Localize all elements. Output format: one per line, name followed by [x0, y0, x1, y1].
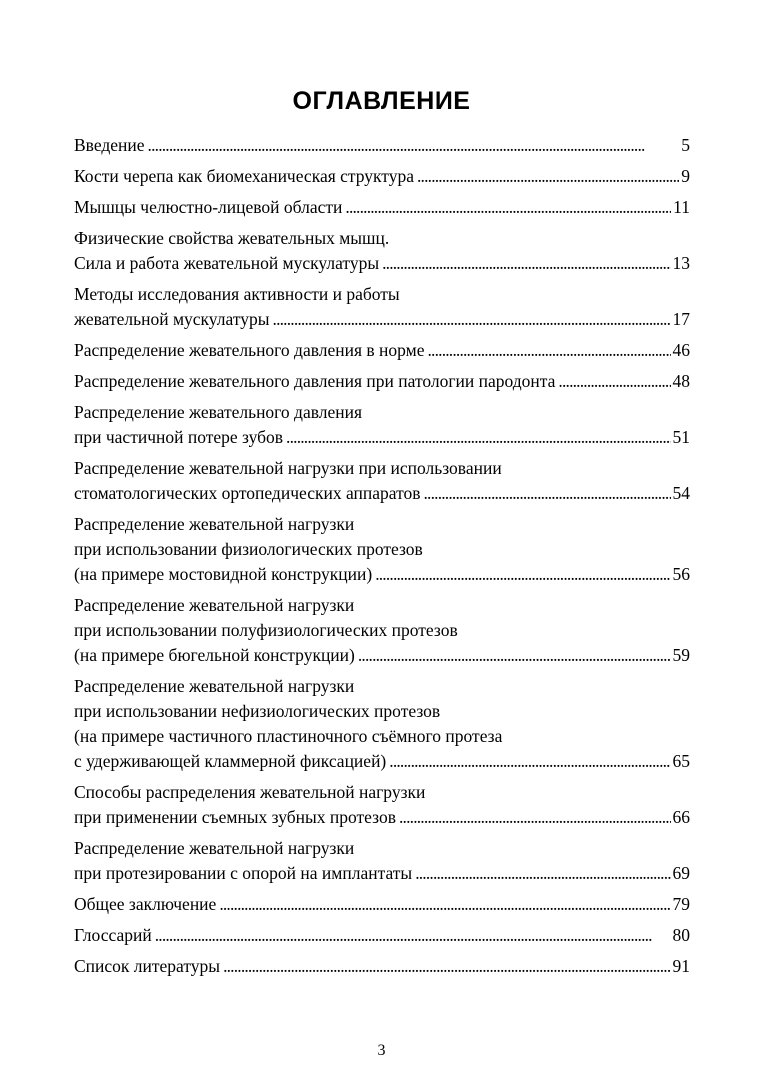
toc-entry[interactable] [74, 338, 690, 363]
toc-entry-title-line: Глоссарий [74, 925, 152, 945]
toc-entry-row [74, 861, 690, 886]
toc-entry[interactable] [74, 400, 690, 450]
toc-entry-row [74, 164, 690, 189]
toc-entry-row [74, 805, 690, 830]
toc-entry[interactable] [74, 780, 690, 830]
dot-leader [382, 251, 670, 276]
dot-leader [286, 425, 670, 450]
toc-entry[interactable] [74, 164, 690, 189]
toc-entry-page: 80 [672, 925, 690, 945]
page-number: 3 [377, 1042, 386, 1059]
toc-entry-title-line: Сила и работа жевательной мускулатуры [74, 253, 380, 273]
toc-entry-title-line: Распределение жевательной нагрузки [74, 595, 355, 615]
page-title: ОГЛАВЛЕНИЕ [292, 87, 471, 115]
toc-entry-title-line: Распределение жевательного давления в норме [74, 340, 425, 360]
toc-entry-page: 13 [672, 253, 690, 273]
toc-entry-title-line: (на примере частичного пластиночного съёмного протеза [74, 726, 503, 746]
toc-entry-title-line: при использовании нефизиологических протезов [74, 701, 441, 721]
toc-entry-row [74, 481, 690, 506]
dot-leader [375, 562, 670, 587]
dot-leader [223, 954, 670, 979]
toc-entry-title-line: Способы распределения жевательной нагрузки [74, 782, 426, 802]
toc-entry-row [74, 195, 690, 220]
toc-entry-row [74, 923, 690, 948]
dot-leader [148, 133, 680, 158]
toc-entry-row [74, 369, 690, 394]
toc-entry[interactable] [74, 226, 690, 276]
toc-entry-row [74, 954, 690, 979]
toc-entry-page: 11 [673, 197, 690, 217]
toc-entry-page: 66 [672, 807, 690, 827]
toc-entry-page: 17 [672, 309, 690, 329]
toc-entry-row [74, 892, 690, 917]
toc-entry[interactable] [74, 282, 690, 332]
toc-entry[interactable] [74, 892, 690, 917]
dot-leader [558, 369, 670, 394]
toc-entry-title-line: при частичной потере зубов [74, 427, 284, 447]
toc-entry-row [74, 307, 690, 332]
dot-leader [389, 749, 670, 774]
toc-entry-title-line: Введение [74, 135, 145, 155]
toc-entry-row [74, 251, 690, 276]
toc-entry-page: 65 [672, 751, 690, 771]
dot-leader [155, 923, 671, 948]
dot-leader [345, 195, 671, 220]
toc-entry-title-line: Список литературы [74, 956, 221, 976]
dot-leader [424, 481, 671, 506]
toc-entry[interactable] [74, 369, 690, 394]
toc-entry-title-line: Физические свойства жевательных мышц. [74, 228, 390, 248]
dot-leader [273, 307, 671, 332]
toc-entry[interactable] [74, 836, 690, 886]
toc-entry-title-line: Распределение жевательной нагрузки [74, 676, 355, 696]
toc-entry-title-line: жевательной мускулатуры [74, 309, 270, 329]
toc-entry-page: 91 [672, 956, 690, 976]
toc-entry[interactable] [74, 674, 690, 774]
toc-entry-page: 54 [672, 483, 690, 503]
toc-entry[interactable] [74, 512, 690, 587]
toc-entry-row [74, 562, 690, 587]
dot-leader [428, 338, 671, 363]
toc-entry-title-line: Распределение жевательной нагрузки [74, 514, 355, 534]
dot-leader [415, 861, 670, 886]
toc-entry-page: 69 [672, 863, 690, 883]
toc-entry-title-line: Распределение жевательного давления [74, 402, 363, 422]
toc-entry-row [74, 133, 690, 158]
toc-entry-title-line: Мышцы челюстно-лицевой области [74, 197, 343, 217]
dot-leader [219, 892, 670, 917]
toc-entry[interactable] [74, 593, 690, 668]
toc-entry-page: 51 [672, 427, 690, 447]
toc-entry-page: 56 [672, 564, 690, 584]
toc-entry-title-line: при использовании полуфизиологических протезов [74, 620, 458, 640]
toc-entry[interactable] [74, 923, 690, 948]
toc-entry-page: 79 [672, 894, 690, 914]
toc-entry-title-line: Распределение жевательной нагрузки [74, 838, 355, 858]
toc-entry-title-line: при протезировании с опорой на имплантаты [74, 863, 413, 883]
toc-entry-row [74, 643, 690, 668]
toc-entry-title-line: (на примере бюгельной конструкции) [74, 645, 355, 665]
toc-entry-row [74, 338, 690, 363]
toc-entry-title-line: (на примере мостовидной конструкции) [74, 564, 373, 584]
toc-entry-title-line: с удерживающей кламмерной фиксацией) [74, 751, 387, 771]
dot-leader [358, 643, 671, 668]
toc-entry[interactable] [74, 456, 690, 506]
toc-entry[interactable] [74, 133, 690, 158]
toc-entry-row [74, 749, 690, 774]
toc-entry-title-line: Распределение жевательной нагрузки при использовании [74, 458, 502, 478]
toc-entry-page: 9 [681, 166, 690, 186]
toc-entry-title-line: Методы исследования активности и работы [74, 284, 400, 304]
toc-entry-title-line: при применении съемных зубных протезов [74, 807, 396, 827]
toc-entry-title-line: Кости черепа как биомеханическая структура [74, 166, 414, 186]
table-of-contents [74, 133, 690, 985]
toc-entry-row [74, 425, 690, 450]
toc-entry-page: 59 [672, 645, 690, 665]
toc-entry[interactable] [74, 954, 690, 979]
toc-entry-page: 5 [681, 135, 690, 155]
toc-entry[interactable] [74, 195, 690, 220]
toc-entry-title-line: стоматологических ортопедических аппаратов [74, 483, 421, 503]
dot-leader [399, 805, 671, 830]
dot-leader [417, 164, 679, 189]
toc-entry-title-line: Общее заключение [74, 894, 217, 914]
toc-entry-title-line: при использовании физиологических протезов [74, 539, 423, 559]
toc-entry-page: 46 [672, 340, 690, 360]
toc-entry-title-line: Распределение жевательного давления при патологии пародонта [74, 371, 556, 391]
toc-entry-page: 48 [672, 371, 690, 391]
